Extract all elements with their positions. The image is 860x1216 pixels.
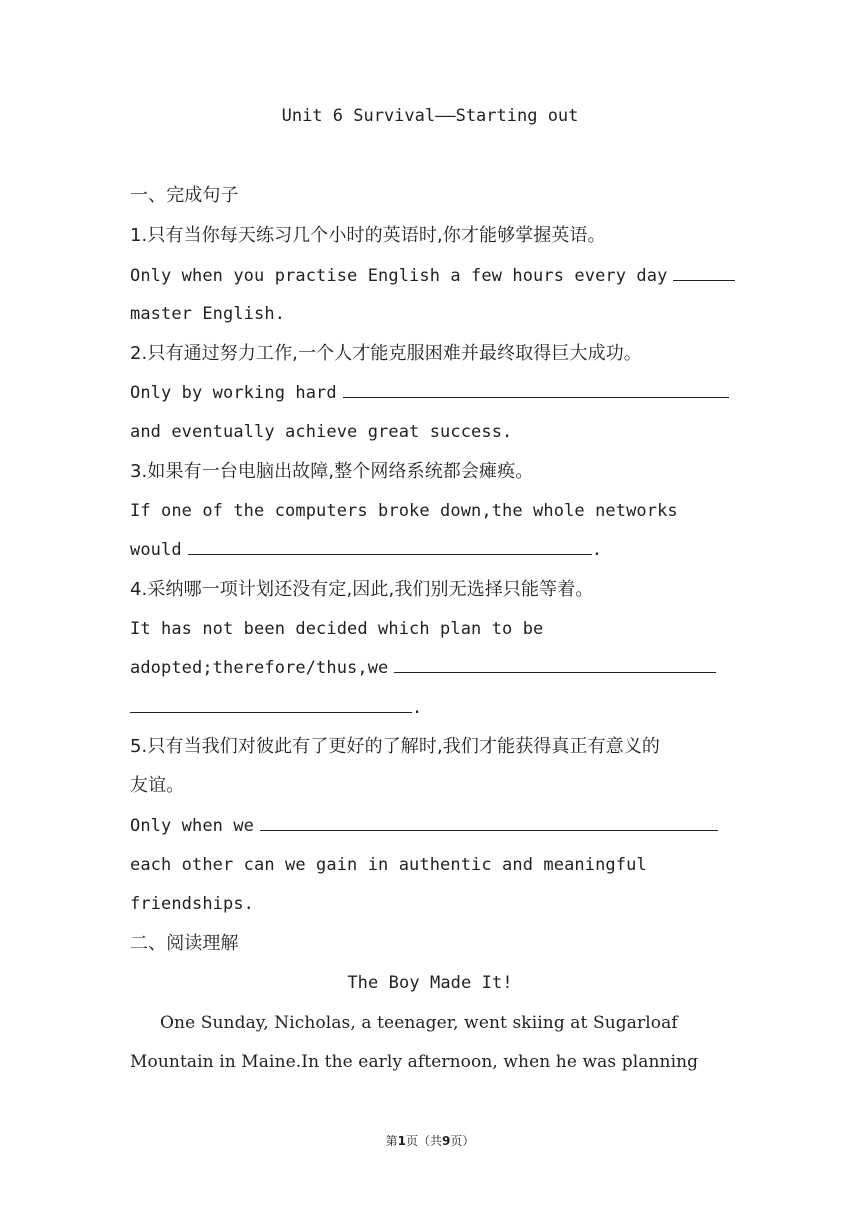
item-5-blank	[260, 814, 718, 831]
item-1-english-line1	[130, 264, 730, 288]
item-4-english-line2	[130, 656, 730, 680]
footer-suffix: 页）	[450, 1134, 475, 1148]
section-heading-reading: 二、阅读理解	[130, 933, 239, 954]
item-4-blank-1	[394, 656, 716, 673]
item-4-english-line1: It has not been decided which plan to be	[130, 619, 544, 639]
item-5-english-line1	[130, 814, 730, 838]
passage-title: The Boy Made It!	[347, 973, 513, 993]
footer-page-number: 1	[397, 1134, 406, 1148]
item-4-period: .	[412, 698, 423, 718]
item-3-english-line2	[130, 538, 730, 562]
section-heading-completion: 一、完成句子	[130, 185, 239, 206]
item-5-chinese-line1: 5.只有当我们对彼此有了更好的了解时,我们才能获得真正有意义的	[130, 736, 660, 757]
footer-prefix: 第	[385, 1134, 398, 1148]
item-3-chinese: 3.如果有一台电脑出故障,整个网络系统都会瘫痪。	[130, 461, 534, 482]
footer-total-pages: 9	[442, 1134, 451, 1148]
item-1-text: Only when you practise English a few hours every day	[130, 266, 668, 286]
item-4-english-line3	[130, 696, 730, 720]
item-5-english-line2: each other can we gain in authentic and meaningful	[130, 855, 647, 875]
item-3-blank	[188, 538, 592, 555]
item-2-blank	[343, 381, 729, 398]
item-3-text: would	[130, 540, 182, 560]
document-title: Unit 6 Survival——Starting out	[281, 106, 579, 126]
passage-line-2: Mountain in Maine.In the early afternoon, when he was planning	[130, 1052, 699, 1072]
item-2-chinese: 2.只有通过努力工作,一个人才能克服困难并最终取得巨大成功。	[130, 343, 642, 364]
item-4-chinese: 4.采纳哪一项计划还没有定,因此,我们别无选择只能等着。	[130, 579, 594, 600]
item-2-english-line2: and eventually achieve great success.	[130, 422, 513, 442]
item-1-chinese: 1.只有当你每天练习几个小时的英语时,你才能够掌握英语。	[130, 225, 606, 246]
item-5-text: Only when we	[130, 816, 255, 836]
item-5-chinese-line2: 友谊。	[130, 775, 185, 796]
item-4-blank-2	[130, 696, 412, 713]
item-1-english-line2: master English.	[130, 304, 286, 324]
page-footer	[0, 1132, 860, 1149]
item-3-period: .	[591, 540, 603, 560]
item-2-english-line1	[130, 381, 730, 405]
item-5-english-line3: friendships.	[130, 894, 255, 914]
item-3-english-line1: If one of the computers broke down,the whole networks	[130, 501, 678, 521]
footer-middle: 页（共	[405, 1134, 442, 1148]
item-1-blank	[673, 264, 735, 281]
item-4-text: adopted;therefore/thus,we	[130, 658, 389, 678]
item-2-text: Only by working hard	[130, 383, 337, 403]
passage-line-1: One Sunday, Nicholas, a teenager, went skiing at Sugarloaf	[160, 1013, 678, 1033]
